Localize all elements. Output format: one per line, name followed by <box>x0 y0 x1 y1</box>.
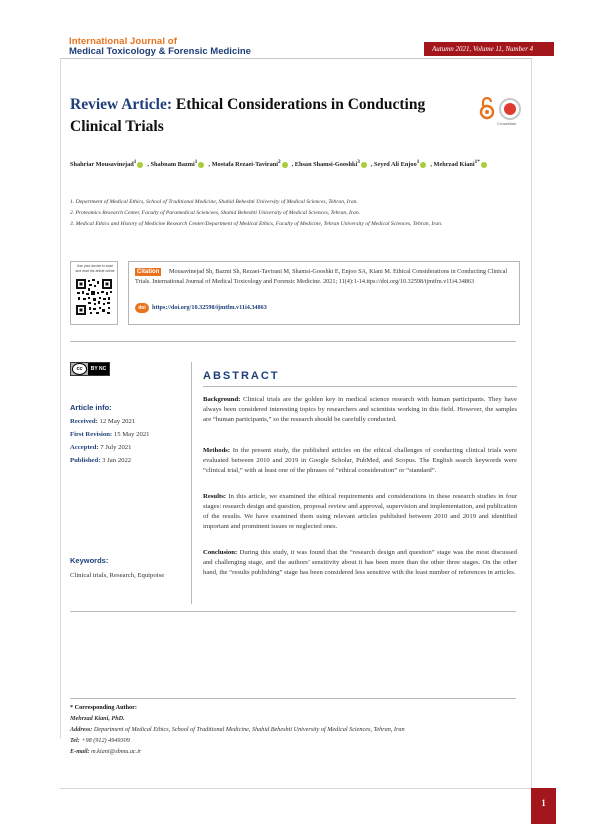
citation-text: Mousavinejad Sh, Bazmi Sh, Rezaei-Tavirani M, Shamsi-Gooshki E, Enjoo SA, Kiani M. Ethical Considerations in Conducting Clinical Trials. International Journal of Medical Toxicology and Forensic Medicine. 2021; 11(4):1-14.ttps://doi.org/10.32598/ijmtfm.v11i4.34863 <box>135 268 508 285</box>
section-divider <box>70 698 516 699</box>
author-name: Mehrzad Kiani <box>433 161 475 169</box>
orcid-icon[interactable] <box>481 162 487 168</box>
corresponding-name <box>70 715 125 722</box>
journal-name-line1: International Journal of <box>69 36 177 47</box>
article-info-accepted <box>70 444 132 451</box>
email-link[interactable]: m.kiani@sbmu.ac.ir <box>91 748 142 755</box>
article-title-text: Ethical Considerations in Conducting Clinical Trials <box>70 96 426 135</box>
author-affiliation-mark: 3 <box>357 159 360 165</box>
qr-code-icon[interactable] <box>75 278 113 316</box>
doi-icon: doi <box>135 303 149 313</box>
issue-banner: Autumn 2021, Volume 11, Number 4 <box>424 42 554 56</box>
page-number: 1 <box>531 788 556 824</box>
qr-caption: Use your device to scan and read the article online <box>75 264 115 273</box>
author-affiliation-mark: 2 <box>277 159 281 165</box>
article-type: Review Article: <box>70 96 172 113</box>
tel-label: Tel: <box>70 737 80 744</box>
article-title <box>70 94 470 138</box>
author-affiliation-mark: 1 <box>133 159 137 165</box>
abstract-label: Conclusion: <box>203 549 238 556</box>
author-list: Shahriar Mousavinejad$^1$ , Shabnam Bazmi$^1$ , Mostafa Rezaei-Tavirani$^2$ , Ehsan Shamsi-Gooshki$^3$ , Seyed Ali Enjoo$^1$ , Mehrzad Kiani$^{1*}$ <box>70 159 540 168</box>
author-name: Ehsan Shamsi-Gooshki <box>294 161 358 169</box>
journal-name-line2: Medical Toxicology & Forensic Medicine <box>69 46 251 57</box>
abstract-methods <box>203 446 517 476</box>
abstract-label: Methods: <box>203 447 231 454</box>
abstract-results <box>203 492 517 532</box>
citation-tag: Citation <box>137 269 160 275</box>
affiliation-1: 1. Department of Medical Ethics, School of Traditional Medicine, Shahid Beheshti University of Medical Sciences, Tehran, Iran. <box>70 199 358 205</box>
corresponding-heading <box>70 704 137 711</box>
article-info-heading: Article info: <box>70 403 112 412</box>
article-info-received <box>70 418 135 425</box>
corresponding-name-text: Mehrzad Kiani, PhD. <box>70 715 125 722</box>
info-label: Received: <box>70 418 98 425</box>
author-name: Mostafa Rezaei-Tavirani <box>211 161 278 169</box>
keywords-heading: Keywords: <box>70 556 109 565</box>
orcid-icon[interactable] <box>198 162 204 168</box>
crossmark-center <box>504 103 516 115</box>
abstract-underline <box>203 386 517 387</box>
section-divider <box>70 611 516 612</box>
cc-terms: BY NC <box>88 363 109 375</box>
keywords-text: Clinical trials, Research, Equipoise <box>70 572 165 579</box>
orcid-icon[interactable] <box>137 162 143 168</box>
author-name: Seyed Ali Enjoo <box>374 161 417 169</box>
abstract-heading: ABSTRACT <box>203 370 280 382</box>
abstract-text: In the present study, the published articles on the ethical challenges of conducting clinical trials were evaluated between 2010 and 2019 in Google Scholar, PubMed, and Scopus. The English search keywords were “clinical trial,” with at least one of the phrases of “ethical consideration” or “standard”. <box>203 447 518 475</box>
info-value: 15 May 2021 <box>113 431 150 438</box>
section-divider <box>70 341 516 342</box>
author-affiliation-mark: 1 <box>194 159 198 165</box>
tel-text: +98 (912) 4949309 <box>81 737 130 744</box>
info-value: 7 July 2021 <box>100 444 132 451</box>
abstract-label: Results: <box>203 493 227 500</box>
author-name: Shabnam Bazmi <box>150 161 195 169</box>
author-affiliation-mark: 1 <box>416 159 420 165</box>
abstract-conclusion <box>203 548 517 578</box>
affiliation-3: 3. Medical Ethics and History of Medicine Research Center/Department of Medical Ethics, Faculty of Medicine, Tehran University of Medical Sciences, Tehran, Iran. <box>70 221 443 227</box>
email-label: E-mail: <box>70 748 90 755</box>
crossmark-label: CrossMark <box>497 121 517 126</box>
address-text: Department of Medical Ethics, School of Traditional Medicine, Shahid Beheshti University of Medical Sciences, Tehran, Iran <box>93 726 405 733</box>
info-label: Accepted: <box>70 444 99 451</box>
cc-license-badge[interactable] <box>70 362 110 376</box>
footer-divider <box>60 788 532 789</box>
doi-link[interactable]: https://doi.org/10.32598/ijmtfm.v11i4.34863 <box>152 304 267 311</box>
author-name: Shahriar Mousavinejad <box>70 161 134 169</box>
left-margin-rule <box>60 58 61 738</box>
corresponding-heading-text: * Corresponding Author: <box>70 704 137 711</box>
info-label: Published: <box>70 457 101 464</box>
orcid-icon[interactable] <box>282 162 288 168</box>
article-info-published <box>70 457 131 464</box>
cc-icon: cc <box>72 363 87 375</box>
corresponding-tel <box>70 737 130 744</box>
info-value: 3 Jan 2022 <box>102 457 132 464</box>
info-value: 12 May 2021 <box>99 418 136 425</box>
orcid-icon[interactable] <box>420 162 426 168</box>
abstract-background <box>203 395 517 425</box>
abstract-text: During this study, it was found that the “research design and question” stage was the most discussed and challenging stage, and the authors’ sensitivity about it has been more than the other three stages. On the other hand, the “results publishing” stage has been considered less sensitive with the least number of references in articles. <box>203 549 517 577</box>
author-affiliation-mark: 1* <box>474 159 480 165</box>
open-access-icon[interactable] <box>478 96 496 120</box>
corresponding-address <box>70 726 405 733</box>
column-divider <box>191 362 192 604</box>
corresponding-email <box>70 748 141 755</box>
info-label: First Revision: <box>70 431 113 438</box>
header-divider <box>60 58 532 59</box>
abstract-text: Clinical trials are the golden key in medical science research with human participants. They have always been considered interesting topics by researchers and scientists working in this field. However, the samples are “human participants,” so the research should be carefully conducted. <box>203 396 517 424</box>
abstract-text: In this article, we examined the ethical requirements and considerations in these research studies in four stages: research design and question, proposal review and approval, supervision and implementation, and publication of the results. We have examined them using relevant articles published between 2010 and 2019 and identified important and prominent issues or neglected ones. <box>203 493 517 531</box>
orcid-icon[interactable] <box>361 162 367 168</box>
address-label: Address: <box>70 726 93 733</box>
article-info-revision <box>70 431 150 438</box>
abstract-label: Background: <box>203 396 241 403</box>
affiliation-2: 2. Proteomics Research Center, Faculty of Paramedical Sciencees, Shahid Beheshti University of Medical Sciences, Tehran, Iran. <box>70 210 361 216</box>
